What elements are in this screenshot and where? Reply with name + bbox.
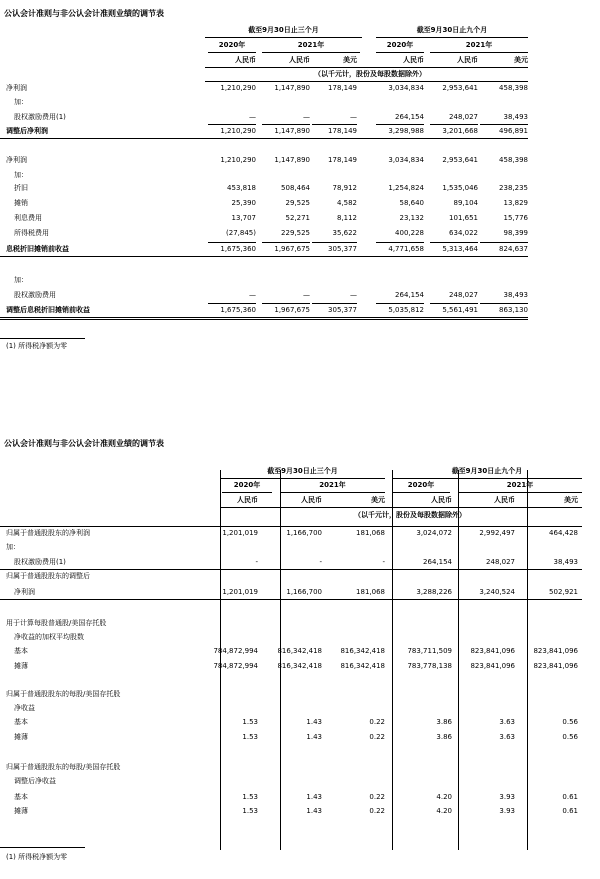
table1-header-rule	[205, 81, 528, 82]
table-cell: 2,953,641	[442, 84, 478, 92]
table-cell: 1,201,019	[222, 529, 258, 537]
subtotal-rule	[208, 242, 256, 243]
table-row	[0, 112, 600, 123]
table-cell: (27,845)	[226, 229, 256, 237]
table-cell: 0.22	[369, 807, 385, 815]
table1-header-rule	[262, 52, 360, 53]
row-label: 加：	[14, 276, 28, 284]
table-cell: 816,342,418	[340, 647, 385, 655]
subtotal-rule	[312, 124, 357, 125]
subtotal-rule	[376, 303, 424, 304]
table-cell: 3.86	[436, 718, 452, 726]
subtotal-rule	[376, 124, 424, 125]
table-cell: 1.43	[306, 733, 322, 741]
table-cell: 305,377	[328, 245, 357, 253]
table-cell: 0.22	[369, 793, 385, 801]
table-cell: 4.20	[436, 807, 452, 815]
table-cell: 3,024,072	[416, 529, 452, 537]
table-cell: 98,399	[503, 229, 528, 237]
table2-year-header: 2021年	[319, 481, 346, 489]
table-row	[0, 542, 600, 553]
table-cell: 823,841,096	[470, 662, 515, 670]
row-rule	[0, 256, 528, 257]
row-label: 调整后息税折旧摊销前收益	[6, 306, 90, 314]
row-rule	[0, 569, 582, 570]
table2-currency-header: 人民币	[237, 496, 258, 504]
table-cell: 458,398	[499, 156, 528, 164]
table-row	[0, 290, 600, 301]
table1-footnote: (1) 所得税净额为零	[6, 342, 68, 350]
table-row	[0, 183, 600, 194]
table-cell: 4,771,658	[388, 245, 424, 253]
table-row	[0, 587, 600, 598]
table1-year-header: 2021年	[465, 41, 493, 49]
table-cell: -	[319, 558, 322, 566]
row-label: 所得税费用	[14, 229, 49, 237]
table-cell: 248,027	[449, 113, 478, 121]
row-label: 摊销	[14, 199, 28, 207]
table-row	[0, 305, 600, 316]
row-label: 净利润	[6, 156, 27, 164]
table-cell: 101,651	[449, 214, 478, 222]
row-label: 调整后净利润	[6, 127, 48, 135]
table-cell: 400,228	[395, 229, 424, 237]
table2-header-rule	[220, 478, 385, 479]
table2-period-header-9m: 截至9月30日止九个月	[451, 467, 523, 475]
table1-unit-note: （以千元计，股份及每股数据除外）	[314, 70, 426, 78]
table-cell: 824,637	[499, 245, 528, 253]
table2-header-rule	[458, 492, 582, 493]
row-label: 加：	[6, 543, 20, 551]
table-cell: 3,201,668	[442, 127, 478, 135]
table-cell: 0.61	[562, 793, 578, 801]
table-cell: 783,778,138	[407, 662, 452, 670]
row-label: 股权激励费用(1)	[14, 113, 66, 121]
table2-header-rule	[392, 492, 450, 493]
table-cell: 634,022	[449, 229, 478, 237]
row-label: 净利润	[6, 84, 27, 92]
table-cell: 816,342,418	[340, 662, 385, 670]
row-label: 摊薄	[14, 662, 28, 670]
table-cell: 863,130	[499, 306, 528, 314]
table-cell: 178,149	[328, 156, 357, 164]
table-cell: 5,313,464	[442, 245, 478, 253]
table-cell: —	[249, 113, 256, 121]
table-row	[0, 528, 600, 539]
table-cell: 1,210,290	[220, 156, 256, 164]
subtotal-rule	[208, 124, 256, 125]
table1-header-rule	[208, 52, 256, 53]
table-cell: —	[303, 291, 310, 299]
table-cell: 458,398	[499, 84, 528, 92]
table-cell: 784,872,994	[213, 647, 258, 655]
table2-currency-header: 人民币	[494, 496, 515, 504]
table-cell: 3.93	[499, 793, 515, 801]
table-cell: —	[350, 113, 357, 121]
table1-header-rule	[205, 67, 528, 68]
table-cell: 229,525	[281, 229, 310, 237]
total-rule	[0, 317, 528, 320]
row-label: 净利润	[14, 588, 35, 596]
table2-currency-header: 人民币	[301, 496, 322, 504]
subtotal-rule	[376, 242, 424, 243]
table-cell: 305,377	[328, 306, 357, 314]
table-cell: 1.53	[242, 733, 258, 741]
table2-header-rule	[280, 492, 385, 493]
table-cell: 3.63	[499, 733, 515, 741]
table-cell: 3.63	[499, 718, 515, 726]
row-label: 归属于普通股股东的净利润	[6, 529, 90, 537]
table-row	[0, 83, 600, 94]
table-cell: 178,149	[328, 84, 357, 92]
row-label: 加：	[14, 98, 28, 106]
row-label: 归属于普通股股东的每股/美国存托股	[6, 763, 121, 771]
subtotal-rule	[262, 242, 310, 243]
table-cell: 1,675,360	[220, 245, 256, 253]
table1-currency-header: 人民币	[457, 56, 478, 64]
table-row	[0, 806, 600, 817]
row-rule	[0, 599, 582, 600]
table1-header-rule	[205, 37, 362, 38]
table-cell: 238,235	[499, 184, 528, 192]
table1-year-header: 2020年	[386, 41, 414, 49]
subtotal-rule	[430, 124, 478, 125]
table1-year-header: 2020年	[218, 41, 246, 49]
subtotal-rule	[208, 303, 256, 304]
row-rule	[0, 138, 528, 139]
table2-currency-header: 美元	[564, 496, 578, 504]
row-rule	[0, 526, 582, 527]
table-cell: 464,428	[549, 529, 578, 537]
subtotal-rule	[480, 124, 528, 125]
table2-year-header: 2020年	[407, 481, 435, 489]
table-cell: 38,493	[553, 558, 578, 566]
table-cell: 38,493	[503, 113, 528, 121]
row-label: 归属于普通股股东的调整后	[6, 572, 90, 580]
table-cell: 13,829	[503, 199, 528, 207]
table-cell: 264,154	[423, 558, 452, 566]
table-cell: —	[249, 291, 256, 299]
table-cell: 3,240,524	[479, 588, 515, 596]
row-label: 摊薄	[14, 807, 28, 815]
table-cell: 23,132	[399, 214, 424, 222]
table2-year-header: 2021年	[506, 481, 534, 489]
subtotal-rule	[480, 303, 528, 304]
row-label: 折旧	[14, 184, 28, 192]
row-label: 净收益的加权平均股数	[14, 633, 84, 641]
table-cell: —	[350, 291, 357, 299]
table-cell: 823,841,096	[470, 647, 515, 655]
table-cell: 496,891	[499, 127, 528, 135]
subtotal-rule	[312, 303, 357, 304]
table-row	[0, 776, 600, 787]
table2-title: 公认会计准则与非公认会计准则业绩的调节表	[4, 439, 164, 448]
table-cell: 3,034,834	[388, 156, 424, 164]
table-cell: 15,776	[503, 214, 528, 222]
table-cell: 1,254,824	[388, 184, 424, 192]
table-cell: 1.53	[242, 718, 258, 726]
row-label: 加：	[14, 171, 28, 179]
table-cell: 1.53	[242, 807, 258, 815]
table2-period-header-3m: 截至9月30日止三个月	[267, 467, 338, 475]
footnote-rule	[0, 847, 85, 848]
table-cell: 1,675,360	[220, 306, 256, 314]
table-row	[0, 703, 600, 714]
table-cell: 38,493	[503, 291, 528, 299]
table-cell: 264,154	[395, 291, 424, 299]
table1-header-rule	[376, 37, 528, 38]
table-cell: 4,582	[336, 199, 357, 207]
table-row	[0, 126, 600, 137]
table-cell: 181,068	[356, 588, 385, 596]
table-row	[0, 632, 600, 643]
table1-year-header: 2021年	[297, 41, 325, 49]
table-cell: 3.86	[436, 733, 452, 741]
table-cell: 29,525	[285, 199, 310, 207]
table-cell: 1,535,046	[442, 184, 478, 192]
table-cell: 1,166,700	[286, 588, 322, 596]
row-label: 息税折旧摊销前收益	[6, 245, 69, 253]
table-cell: 816,342,418	[277, 647, 322, 655]
subtotal-rule	[430, 303, 478, 304]
table1-period-header-9m: 截至9月30日止九个月	[416, 26, 488, 34]
row-label: 净收益	[14, 704, 35, 712]
table-row	[0, 97, 600, 108]
table2-currency-header: 人民币	[431, 496, 452, 504]
subtotal-rule	[430, 242, 478, 243]
table-cell: 0.56	[562, 718, 578, 726]
table-cell: -	[255, 558, 258, 566]
table-cell: 816,342,418	[277, 662, 322, 670]
table-cell: 0.22	[369, 718, 385, 726]
table-row	[0, 689, 600, 700]
table-cell: 58,640	[399, 199, 424, 207]
table-row	[0, 732, 600, 743]
table-row	[0, 717, 600, 728]
subtotal-rule	[312, 242, 357, 243]
table-cell: 453,818	[227, 184, 256, 192]
table-cell: 1,166,700	[286, 529, 322, 537]
table1-period-header-3m: 截至9月30日止三个月	[248, 26, 319, 34]
table-row	[0, 571, 600, 582]
row-label: 基本	[14, 718, 28, 726]
table-cell: 3,288,226	[416, 588, 452, 596]
table-row	[0, 244, 600, 255]
table-cell: 784,872,994	[213, 662, 258, 670]
table-row	[0, 228, 600, 239]
table-row	[0, 618, 600, 629]
table-cell: 5,561,491	[442, 306, 478, 314]
subtotal-rule	[262, 303, 310, 304]
table-cell: 1,147,890	[274, 156, 310, 164]
table2-header-rule	[222, 492, 272, 493]
row-label: 调整后净收益	[14, 777, 56, 785]
table-cell: 25,390	[231, 199, 256, 207]
table-cell: 248,027	[449, 291, 478, 299]
table-row	[0, 275, 600, 286]
table-cell: -	[382, 558, 385, 566]
table-cell: 1,210,290	[220, 127, 256, 135]
table1-header-rule	[430, 52, 528, 53]
table-row	[0, 646, 600, 657]
table1-currency-header: 人民币	[289, 56, 310, 64]
row-label: 用于计算每股普通股/美国存托股	[6, 619, 107, 627]
table-cell: 783,711,509	[407, 647, 452, 655]
table-cell: 5,035,812	[388, 306, 424, 314]
table-cell: 89,104	[453, 199, 478, 207]
table1-currency-header: 美元	[343, 56, 357, 64]
table-cell: 178,149	[328, 127, 357, 135]
row-label: 基本	[14, 793, 28, 801]
table-cell: —	[303, 113, 310, 121]
table-cell: 1,967,675	[274, 306, 310, 314]
table1-currency-header: 人民币	[235, 56, 256, 64]
table-cell: 181,068	[356, 529, 385, 537]
table-cell: 0.56	[562, 733, 578, 741]
table-cell: 508,464	[281, 184, 310, 192]
table-cell: 1.53	[242, 793, 258, 801]
subtotal-rule	[262, 124, 310, 125]
table-cell: 264,154	[395, 113, 424, 121]
table-row	[0, 557, 600, 568]
table-cell: 1,201,019	[222, 588, 258, 596]
table-cell: 0.61	[562, 807, 578, 815]
table-cell: 1,210,290	[220, 84, 256, 92]
row-label: 归属于普通股股东的每股/美国存托股	[6, 690, 121, 698]
table-cell: 1,967,675	[274, 245, 310, 253]
table-cell: 2,953,641	[442, 156, 478, 164]
table-cell: 3.93	[499, 807, 515, 815]
table-cell: 13,707	[231, 214, 256, 222]
table-cell: 78,912	[332, 184, 357, 192]
table-cell: 0.22	[369, 733, 385, 741]
table-cell: 1,147,890	[274, 84, 310, 92]
table1-title: 公认会计准则与非公认会计准则业绩的调节表	[4, 9, 164, 18]
row-label: 利息费用	[14, 214, 42, 222]
table-row	[0, 762, 600, 773]
table2-header-rule	[392, 478, 582, 479]
row-label: 摊薄	[14, 733, 28, 741]
table2-year-header: 2020年	[233, 481, 261, 489]
table1-currency-header: 美元	[514, 56, 528, 64]
table-cell: 823,841,096	[533, 662, 578, 670]
table1-currency-header: 人民币	[403, 56, 424, 64]
table-cell: 823,841,096	[533, 647, 578, 655]
table-cell: 1.43	[306, 793, 322, 801]
footnote-rule	[0, 338, 85, 339]
table-cell: 52,271	[285, 214, 310, 222]
table-row	[0, 198, 600, 209]
table-cell: 35,622	[332, 229, 357, 237]
table-cell: 1.43	[306, 718, 322, 726]
row-label: 股权激励费用	[14, 291, 56, 299]
table-row	[0, 213, 600, 224]
row-label: 股权激励费用(1)	[14, 558, 66, 566]
table-cell: 3,298,988	[388, 127, 424, 135]
table-cell: 1,147,890	[274, 127, 310, 135]
table-cell: 2,992,497	[479, 529, 515, 537]
table-row	[0, 792, 600, 803]
table-cell: 502,921	[549, 588, 578, 596]
table2-footnote: (1) 所得税净额为零	[6, 853, 68, 861]
subtotal-rule	[480, 242, 528, 243]
table-cell: 1.43	[306, 807, 322, 815]
table2-currency-header: 美元	[371, 496, 385, 504]
row-label: 基本	[14, 647, 28, 655]
table-cell: 248,027	[486, 558, 515, 566]
table2-unit-note: （以千元计，股份及每股数据除外）	[354, 511, 466, 519]
table-cell: 4.20	[436, 793, 452, 801]
table-row	[0, 155, 600, 166]
table-row	[0, 661, 600, 672]
table-cell: 8,112	[336, 214, 357, 222]
table-cell: 3,034,834	[388, 84, 424, 92]
table-row	[0, 170, 600, 181]
table1-header-rule	[376, 52, 424, 53]
